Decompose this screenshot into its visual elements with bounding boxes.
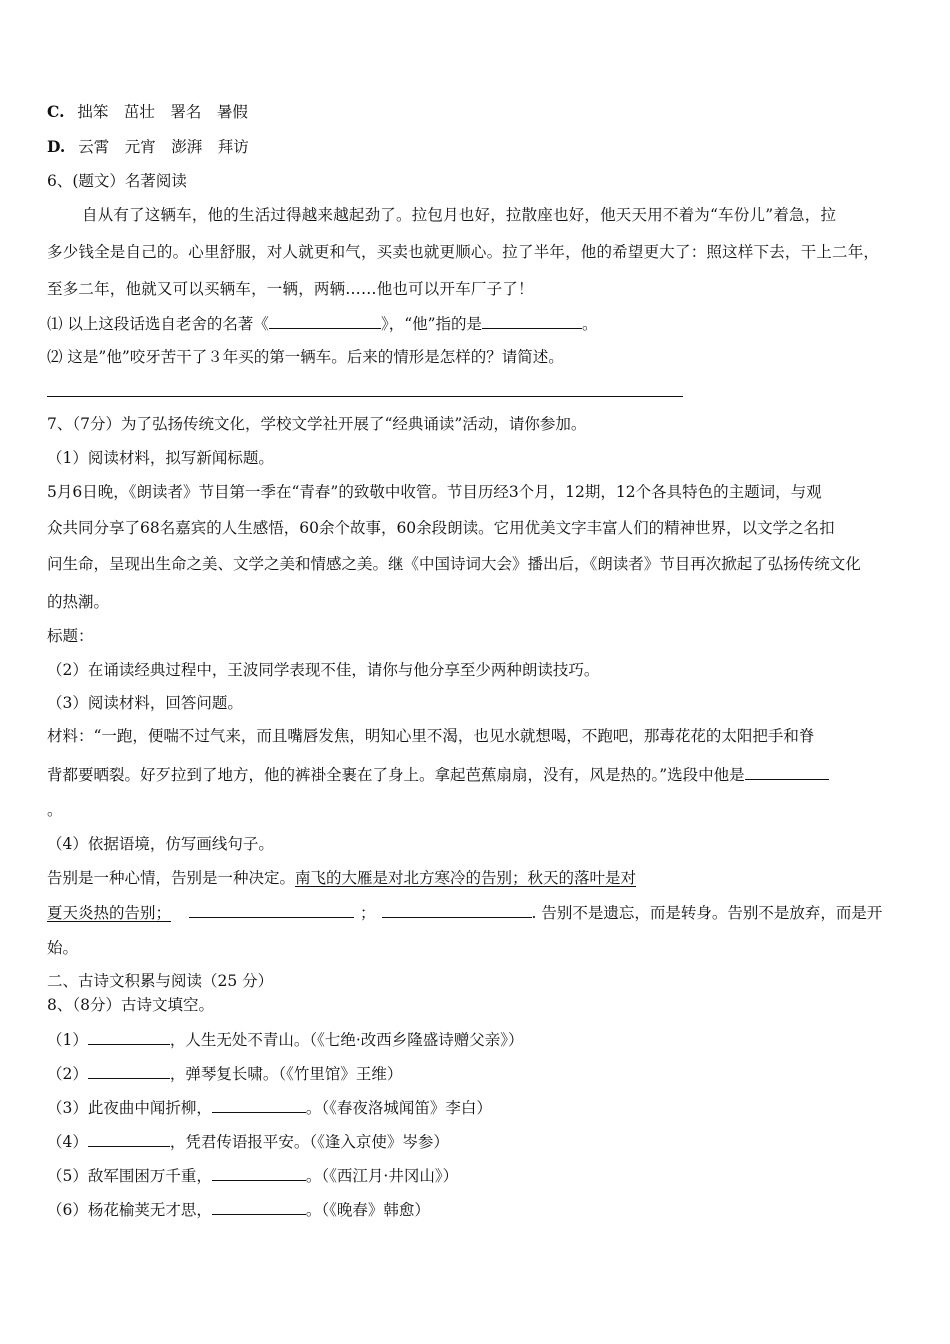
q6-sub1-prompt: ⑴ 以上这段话选自老舍的名著《 <box>47 315 269 333</box>
poem-item-after: ，人生无处不青山。（《七绝·改西乡隆盛诗赠父亲》） <box>169 1031 524 1049</box>
q7-sub1: （1）阅读材料，拟写新闻标题。 <box>47 449 274 467</box>
answer-blank-imitation-2[interactable] <box>382 902 532 918</box>
q7-sub2: （2）在诵读经典过程中，王波同学表现不佳，请你与他分享至少两种朗读技巧。 <box>47 661 600 679</box>
poem-item-num: （3） <box>47 1099 88 1117</box>
q7-material-text: 背都要晒裂。好歹拉到了地方，他的裤褂全裹在了身上。拿起芭蕉扇扇，没有，风是热的。”选段中他是 <box>47 766 745 784</box>
underlined-model-sentence-end: 夏天炎热的告别； <box>47 904 172 922</box>
poem-answer-blank[interactable] <box>212 1199 306 1215</box>
q7-news-line-4: 的热潮。 <box>47 593 110 611</box>
option-c-label: C. <box>47 102 65 121</box>
q7-farewell-line-2 <box>47 902 882 923</box>
poem-item-after: 。（《西江月·井冈山》） <box>305 1167 459 1185</box>
poem-answer-blank[interactable] <box>88 1063 170 1079</box>
poem-item-num: （2） <box>47 1065 88 1083</box>
q8-heading: 8、（8分）古诗文填空。 <box>47 996 214 1014</box>
q6-passage-line-3: 至多二年，他就又可以买辆车，一辆，两辆……他也可以开车厂子了！ <box>47 280 534 298</box>
q7-news-line-3: 问生命，呈现出生命之美、文学之美和情感之美。继《中国诗词大会》播出后，《朗读者》节目再次掀起了弘扬传统文化 <box>47 555 861 573</box>
poem-item-after: ，弹琴复长啸。（《竹里馆》王维） <box>169 1065 403 1083</box>
poem-item <box>47 1131 449 1152</box>
q7-news-line-2: 众共同分享了68名嘉宾的人生感悟，60余个故事，60余段朗读。它用优美文字丰富人们的精神世界，以文学之名扣 <box>47 519 835 537</box>
poem-item-num: （5） <box>47 1167 88 1185</box>
q7-material-line-2 <box>47 764 829 785</box>
answer-blank-material[interactable] <box>745 764 829 780</box>
q6-answer-line[interactable] <box>47 396 683 397</box>
underlined-model-sentence: 南飞的大雁是对北方寒冷的告别；秋天的落叶是对 <box>295 869 637 887</box>
poem-item <box>47 1199 430 1220</box>
poem-item-num: （4） <box>47 1133 88 1151</box>
q7-farewell-line-3: 始。 <box>47 939 79 957</box>
q7-farewell-line-1 <box>47 868 636 888</box>
poem-item <box>47 1029 524 1050</box>
farewell-intro: 告别是一种心情，告别是一种决定。 <box>47 869 296 887</box>
poem-answer-blank[interactable] <box>212 1097 306 1113</box>
poem-item-after: 。（《晚春》韩愈） <box>305 1201 430 1219</box>
q7-heading: 7、（7分）为了弘扬传统文化，学校文学社开展了“经典诵读”活动，请你参加。 <box>47 415 587 433</box>
q7-material-line-1: 材料：“一跑，便喘不过气来，而且嘴唇发焦，明知心里不渴，也见水就想喝，不跑吧，那毒花花的太阳把手和脊 <box>47 727 815 745</box>
option-d-words: 云霄 元宵 澎湃 拜访 <box>78 138 249 156</box>
poem-item-before: 此夜曲中闻折柳， <box>87 1099 212 1117</box>
answer-blank-he[interactable] <box>482 313 582 329</box>
poem-item <box>47 1165 458 1186</box>
farewell-conclusion: . 告别不是遗忘，而是转身。告别不是放弃，而是开 <box>531 904 883 922</box>
poem-item-num: （1） <box>47 1031 88 1049</box>
q6-sub1-mid: 》，“他”指的是 <box>380 315 483 333</box>
q6-sub1-end: 。 <box>582 315 598 333</box>
q6-sub1 <box>47 313 598 334</box>
answer-blank-book[interactable] <box>269 313 381 329</box>
q6-heading: 6、(题文）名著阅读 <box>47 172 187 190</box>
poem-item-num: （6） <box>47 1201 88 1219</box>
option-c-words: 拙笨 茁壮 署名 暑假 <box>77 103 248 121</box>
option-c <box>47 102 248 122</box>
poem-item-before: 敌军围困万千重， <box>87 1167 212 1185</box>
q7-material-end: 。 <box>47 801 63 819</box>
q6-sub2: ⑵ 这是”他”咬牙苦干了３年买的第一辆车。后来的情形是怎样的？请简述。 <box>47 348 564 366</box>
answer-blank-imitation-1[interactable] <box>189 902 354 918</box>
q7-title-label: 标题： <box>47 627 94 645</box>
poem-item-after: ，凭君传语报平安。（《逢入京使》岑参） <box>169 1133 449 1151</box>
poem-item-after: 。（《春夜洛城闻笛》李白） <box>305 1099 492 1117</box>
poem-item <box>47 1097 492 1118</box>
q7-news-line-1: 5月6日晚，《朗读者》节目第一季在“青春”的致敬中收管。节目历经3个月，12期，12个各具特色的主题词，与观 <box>47 483 822 501</box>
q7-sub3: （3）阅读材料，回答问题。 <box>47 694 243 712</box>
q7-sub4: （4）依据语境，仿写画线句子。 <box>47 835 274 853</box>
section-2-heading: 二、古诗文积累与阅读（25 分） <box>47 972 274 990</box>
poem-item-before: 杨花榆荚无才思， <box>87 1201 212 1219</box>
q6-passage-line-2: 多少钱全是自己的。心里舒服，对人就更和气，买卖也就更顺心。拉了半年，他的希望更大了：照这样下去，干上二年， <box>47 243 880 261</box>
farewell-semicolon: ； <box>360 904 376 922</box>
option-d-label: D. <box>47 137 66 156</box>
q6-passage-line-1: 自从有了这辆车，他的生活过得越来越起劲了。拉包月也好，拉散座也好，他天天用不着为“车份儿”着急，拉 <box>82 206 837 224</box>
option-d <box>47 137 249 157</box>
poem-answer-blank[interactable] <box>212 1165 306 1181</box>
poem-answer-blank[interactable] <box>88 1131 170 1147</box>
poem-answer-blank[interactable] <box>88 1029 170 1045</box>
poem-item <box>47 1063 402 1084</box>
